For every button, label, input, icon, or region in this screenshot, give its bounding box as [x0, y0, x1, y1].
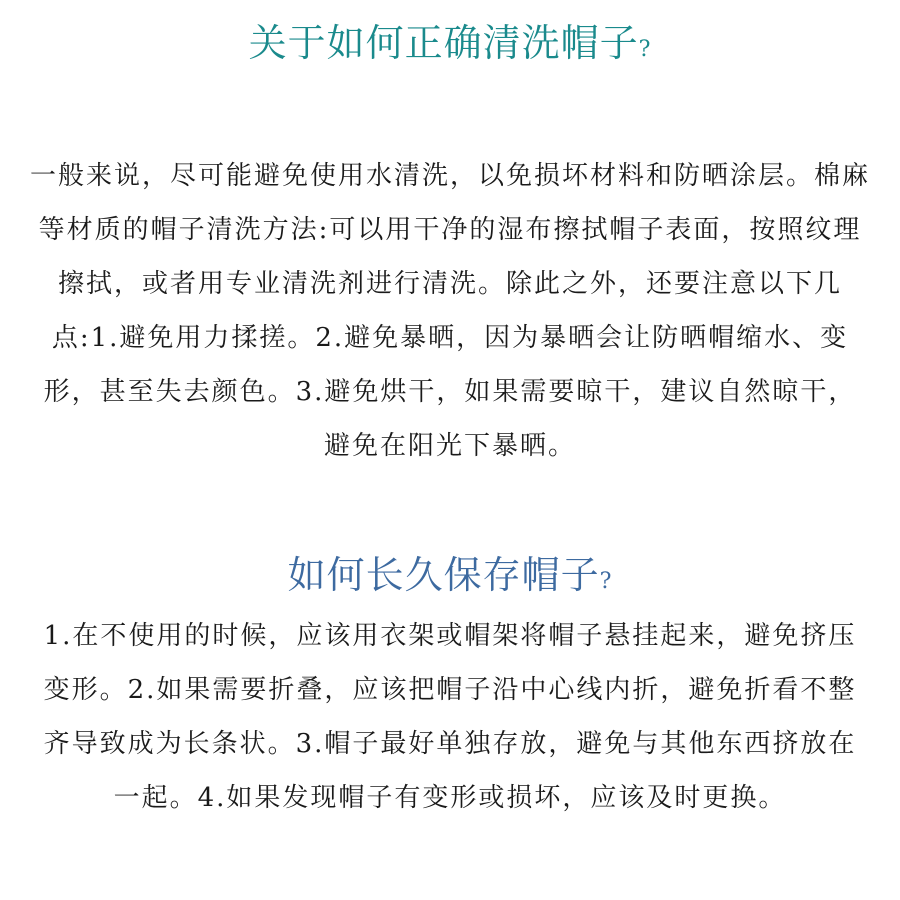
- section-title: [30, 550, 870, 607]
- title-text: 关于如何正确清洗帽子: [248, 21, 639, 65]
- section-hat-storage: [30, 550, 870, 825]
- title-question-mark: ?: [599, 569, 613, 594]
- title-text: 如何长久保存帽子: [287, 553, 600, 597]
- section-title: [30, 18, 870, 75]
- section-body-text: 1.在不使用的时候，应该用衣架或帽架将帽子悬挂起来，避免挤压变形。2.如果需要折叠，应该把帽子沿中心线内折，避免折看不整齐导致成为长条状。3.帽子最好单独存放，避免与其他东西挤放在一起。4.如果发现帽子有变形或损坏，应该及时更换。: [43, 621, 857, 813]
- section-body-text: 一般来说，尽可能避免使用水清洗，以免损坏材料和防晒涂层。棉麻等材质的帽子清洗方法:可以用干净的湿布擦拭帽子表面，按照纹理擦拭，或者用专业清洗剂进行清洗。除此之外，还要注意以下几点:1.避免用力揉搓。2.避免暴晒，因为暴晒会让防晒帽缩水、变形，甚至失去颜色。3.避免烘干，如果需要晾干，建议自然晾干，避免在阳光下暴晒。: [30, 161, 871, 461]
- title-question-mark: ?: [638, 37, 652, 62]
- section-hat-washing: [30, 18, 870, 473]
